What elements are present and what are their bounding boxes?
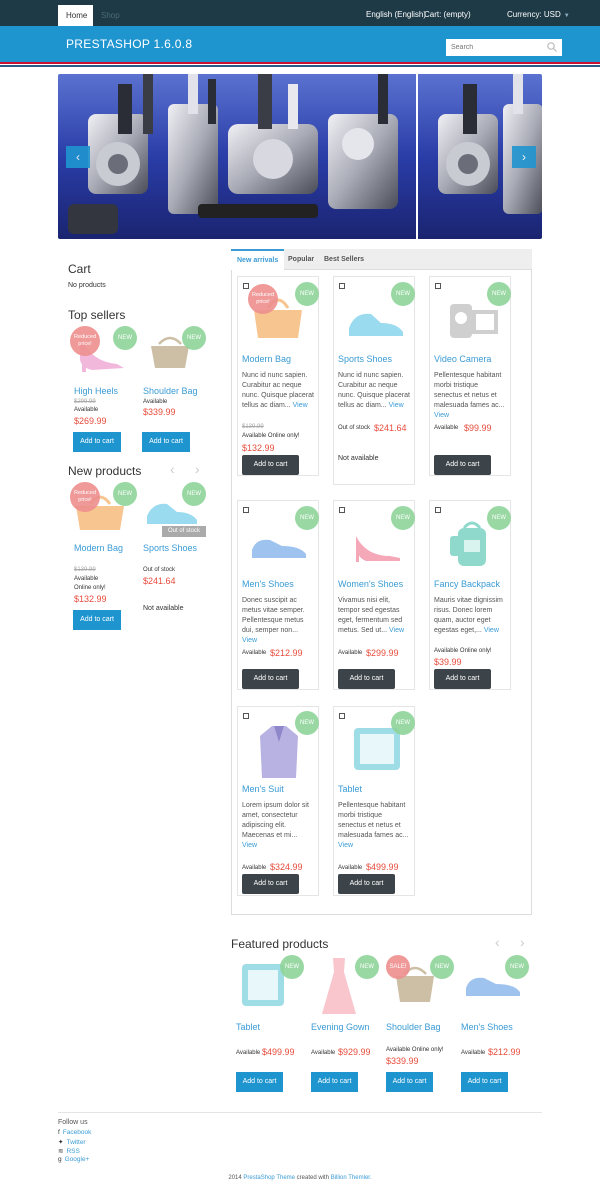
cart-block-title: Cart bbox=[68, 262, 91, 276]
social-label: Twitter bbox=[66, 1139, 86, 1146]
product-name[interactable]: Men's Suit bbox=[242, 784, 284, 794]
tab-popular[interactable]: Popular bbox=[288, 256, 315, 263]
site-logo[interactable]: PRESTASHOP 1.6.0.8 bbox=[66, 37, 193, 51]
compare-checkbox[interactable] bbox=[243, 507, 249, 513]
mens-suit-image[interactable] bbox=[258, 722, 300, 780]
chevron-left-icon[interactable]: ‹ bbox=[495, 934, 500, 950]
follow-us-title: Follow us bbox=[58, 1119, 88, 1126]
site-header bbox=[0, 26, 600, 62]
product-name-high-heels[interactable]: High Heels bbox=[74, 386, 119, 396]
availability: Available bbox=[242, 865, 267, 871]
not-available-text: Not available bbox=[143, 605, 184, 612]
price: $929.99 bbox=[338, 1047, 371, 1057]
add-to-cart-button[interactable]: Add to cart bbox=[73, 432, 121, 452]
new-badge: NEW bbox=[487, 506, 511, 530]
price: $324.99 bbox=[270, 862, 303, 872]
new-badge: NEW bbox=[505, 955, 529, 979]
availability: Available bbox=[143, 399, 168, 405]
header-stripe bbox=[0, 65, 600, 67]
view-link[interactable]: View bbox=[338, 842, 354, 849]
search-input[interactable] bbox=[446, 39, 562, 56]
product-description bbox=[434, 596, 506, 636]
product-name[interactable]: Women's Shoes bbox=[338, 579, 404, 589]
price: $241.64 bbox=[374, 423, 407, 433]
homepage-slider[interactable] bbox=[58, 74, 542, 239]
availability: Available bbox=[242, 650, 267, 656]
social-google-plus-link[interactable] bbox=[58, 1156, 89, 1163]
product-name[interactable]: Shoulder Bag bbox=[386, 1022, 441, 1032]
product-description bbox=[242, 801, 314, 851]
product-description bbox=[338, 801, 410, 851]
chevron-right-icon: › bbox=[522, 150, 526, 164]
social-label: RSS bbox=[66, 1148, 80, 1155]
footer-divider bbox=[58, 1112, 542, 1113]
product-name-sports-shoes[interactable]: Sports Shoes bbox=[143, 543, 198, 553]
description-text: Pellentesque habitant morbi tristique senectus et netus et malesuada fames ac... bbox=[338, 802, 409, 839]
product-name[interactable]: Modern Bag bbox=[242, 354, 292, 364]
availability: Out of stock bbox=[338, 425, 371, 431]
price: $241.64 bbox=[143, 576, 176, 586]
description-text: Vivamus nisi elit, tempor sed egestas eget, fermentum sed metus. Sed ut... bbox=[338, 597, 403, 634]
price: $39.99 bbox=[434, 657, 462, 667]
new-badge: NEW bbox=[391, 506, 415, 530]
view-link[interactable]: View bbox=[483, 627, 499, 634]
description-text: Mauris vitae dignissim risus. Donec lorem quam, auctor eget egestas eget,... bbox=[434, 597, 503, 634]
product-name[interactable]: Tablet bbox=[236, 1022, 261, 1032]
availability: Available bbox=[338, 650, 363, 656]
chevron-left-icon: ‹ bbox=[76, 150, 80, 164]
tab-new-arrivals[interactable]: New arrivals bbox=[231, 249, 284, 270]
nav-home-tab[interactable]: Home bbox=[58, 5, 93, 26]
top-bar bbox=[0, 0, 600, 26]
price: $339.99 bbox=[143, 407, 176, 417]
social-twitter-link[interactable] bbox=[58, 1138, 86, 1146]
product-name-modern-bag[interactable]: Modern Bag bbox=[74, 543, 124, 553]
chevron-left-icon[interactable]: ‹ bbox=[170, 461, 175, 477]
product-name[interactable]: Men's Shoes bbox=[461, 1022, 513, 1032]
view-link[interactable]: View bbox=[242, 842, 258, 849]
add-to-cart-button[interactable]: Add to cart bbox=[142, 432, 190, 452]
price: $499.99 bbox=[366, 862, 399, 872]
new-badge: NEW bbox=[430, 955, 454, 979]
add-to-cart-button[interactable]: Add to cart bbox=[338, 669, 395, 689]
product-description bbox=[338, 371, 410, 411]
slider-image bbox=[58, 74, 542, 239]
top-sellers-title[interactable]: Top sellers bbox=[68, 308, 126, 322]
womens-shoes-image[interactable] bbox=[350, 530, 406, 564]
description-text: Nunc id nunc sapien. Curabitur ac neque nunc. Quisque placerat tellus ac diam... bbox=[242, 372, 314, 409]
featured-products-title: Featured products bbox=[231, 937, 329, 951]
new-badge: NEW bbox=[391, 282, 415, 306]
add-to-cart-button[interactable]: Add to cart bbox=[242, 455, 299, 475]
copyright-year: 2014 bbox=[228, 1175, 242, 1181]
new-badge: NEW bbox=[355, 955, 379, 979]
social-rss-link[interactable] bbox=[58, 1147, 80, 1155]
availability: Available bbox=[236, 1050, 261, 1056]
search-icon[interactable] bbox=[546, 41, 558, 53]
reduced-price-badge: Reduced price! bbox=[70, 482, 100, 512]
price: $212.99 bbox=[488, 1047, 521, 1057]
add-to-cart-button[interactable]: Add to cart bbox=[311, 1072, 358, 1092]
cart-empty-text: No products bbox=[68, 282, 106, 289]
availability: Available bbox=[434, 425, 459, 431]
price: $299.99 bbox=[366, 648, 399, 658]
add-to-cart-button[interactable]: Add to cart bbox=[242, 669, 299, 689]
tab-best-sellers[interactable]: Best Sellers bbox=[324, 256, 365, 263]
view-link[interactable]: View bbox=[388, 402, 404, 409]
compare-checkbox[interactable] bbox=[243, 283, 249, 289]
price: $99.99 bbox=[464, 423, 492, 433]
product-name[interactable]: Sports Shoes bbox=[338, 354, 393, 364]
new-badge: NEW bbox=[295, 711, 319, 735]
availability: Available Online only! bbox=[242, 433, 300, 439]
copyright bbox=[0, 1175, 600, 1181]
chevron-right-icon[interactable]: › bbox=[520, 934, 525, 950]
compare-checkbox[interactable] bbox=[339, 283, 345, 289]
nav-shop-tab[interactable]: Shop bbox=[101, 11, 120, 20]
description-text: Lorem ipsum dolor sit amet, consectetur adipiscing elit. Maecenas et mi... bbox=[242, 802, 309, 839]
evening-gown-image[interactable] bbox=[318, 956, 360, 1016]
old-price: $139.99 bbox=[74, 567, 96, 573]
new-badge: NEW bbox=[280, 955, 304, 979]
new-badge: NEW bbox=[182, 326, 206, 350]
compare-checkbox[interactable] bbox=[243, 713, 249, 719]
product-description bbox=[242, 596, 314, 646]
add-to-cart-button[interactable]: Add to cart bbox=[338, 874, 395, 894]
themler-link[interactable]: Billion Themler. bbox=[330, 1175, 372, 1181]
sports-shoes-image[interactable] bbox=[345, 304, 407, 340]
add-to-cart-button[interactable]: Add to cart bbox=[434, 455, 491, 475]
language-selector[interactable]: English (English) bbox=[366, 10, 427, 19]
slider-next-button[interactable] bbox=[512, 146, 536, 168]
description-text: Nunc id nunc sapien. Curabitur ac neque nunc. Quisque placerat tellus ac diam... bbox=[338, 372, 410, 409]
view-link[interactable]: View bbox=[242, 637, 258, 644]
price: $269.99 bbox=[74, 416, 107, 426]
social-label: Facebook bbox=[62, 1129, 92, 1136]
new-badge: NEW bbox=[391, 711, 415, 735]
description-text: Donec suscipit ac metus vitae semper. Pellentesque metus dui, semper non... bbox=[242, 597, 305, 634]
reduced-price-badge: Reduced price! bbox=[248, 284, 278, 314]
chevron-right-icon[interactable]: › bbox=[195, 461, 200, 477]
availability: Out of stock bbox=[143, 567, 176, 573]
availability: Available bbox=[338, 865, 363, 871]
product-name[interactable]: Tablet bbox=[338, 784, 363, 794]
reduced-price-badge: Reduced price! bbox=[70, 326, 100, 356]
not-available-text: Not available bbox=[338, 455, 379, 462]
price: $132.99 bbox=[242, 443, 275, 453]
price: $212.99 bbox=[270, 648, 303, 658]
mens-shoes-image[interactable] bbox=[248, 530, 310, 562]
twitter-icon: ✦ bbox=[58, 1139, 64, 1146]
product-description bbox=[434, 371, 506, 421]
description-text: Pellentesque habitant morbi tristique senectus et netus et malesuada fames ac... bbox=[434, 372, 505, 409]
availability: Available Online only! bbox=[386, 1047, 444, 1053]
availability: Available bbox=[74, 407, 99, 413]
old-price: $139.99 bbox=[242, 424, 264, 430]
new-badge: NEW bbox=[487, 282, 511, 306]
facebook-icon: f bbox=[58, 1129, 60, 1136]
new-products-title[interactable]: New products bbox=[68, 464, 142, 478]
product-name[interactable]: Fancy Backpack bbox=[434, 579, 501, 589]
view-link[interactable]: View bbox=[292, 402, 308, 409]
product-name-shoulder-bag[interactable]: Shoulder Bag bbox=[143, 386, 198, 396]
new-badge: NEW bbox=[113, 482, 137, 506]
copyright-text: created with bbox=[296, 1175, 330, 1181]
view-link[interactable]: View bbox=[388, 627, 405, 634]
availability: Available bbox=[311, 1050, 336, 1056]
out-of-stock-label: Out of stock bbox=[162, 526, 206, 537]
slider-prev-button[interactable] bbox=[66, 146, 90, 168]
social-label: Google+ bbox=[64, 1156, 90, 1163]
price: $132.99 bbox=[74, 594, 107, 604]
compare-checkbox[interactable] bbox=[339, 507, 345, 513]
new-badge: NEW bbox=[295, 282, 319, 306]
add-to-cart-button[interactable]: Add to cart bbox=[236, 1072, 283, 1092]
compare-checkbox[interactable] bbox=[435, 507, 441, 513]
availability: Available Online only! bbox=[74, 576, 106, 591]
social-facebook-link[interactable] bbox=[58, 1129, 91, 1136]
rss-icon: ≋ bbox=[58, 1148, 64, 1155]
availability: Available bbox=[461, 1050, 486, 1056]
new-badge: NEW bbox=[182, 482, 206, 506]
product-description bbox=[338, 596, 410, 636]
cart-link[interactable]: Cart: (empty) bbox=[424, 10, 471, 19]
compare-checkbox[interactable] bbox=[339, 713, 345, 719]
new-badge: NEW bbox=[295, 506, 319, 530]
product-name[interactable]: Evening Gown bbox=[311, 1022, 370, 1032]
compare-checkbox[interactable] bbox=[435, 283, 441, 289]
product-name[interactable]: Video Camera bbox=[434, 354, 492, 364]
add-to-cart-button[interactable]: Add to cart bbox=[434, 669, 491, 689]
currency-selector[interactable] bbox=[507, 10, 570, 19]
price: $499.99 bbox=[262, 1047, 295, 1057]
price: $339.99 bbox=[386, 1056, 419, 1066]
google-plus-icon: g bbox=[58, 1156, 62, 1163]
add-to-cart-button[interactable]: Add to cart bbox=[386, 1072, 433, 1092]
add-to-cart-button[interactable]: Add to cart bbox=[461, 1072, 508, 1092]
view-link[interactable]: View bbox=[434, 412, 450, 419]
theme-link[interactable]: PrestaShop Theme bbox=[243, 1175, 295, 1181]
sale-badge: SALE! bbox=[386, 955, 410, 979]
new-badge: NEW bbox=[113, 326, 137, 350]
add-to-cart-button[interactable]: Add to cart bbox=[73, 610, 121, 630]
product-description bbox=[242, 371, 314, 411]
old-price: $299.99 bbox=[74, 399, 96, 405]
product-name[interactable]: Men's Shoes bbox=[242, 579, 294, 589]
chevron-down-icon: ▼ bbox=[563, 13, 570, 19]
add-to-cart-button[interactable]: Add to cart bbox=[242, 874, 299, 894]
availability: Available Online only! bbox=[434, 648, 492, 654]
currency-label: Currency: USD bbox=[507, 10, 561, 19]
